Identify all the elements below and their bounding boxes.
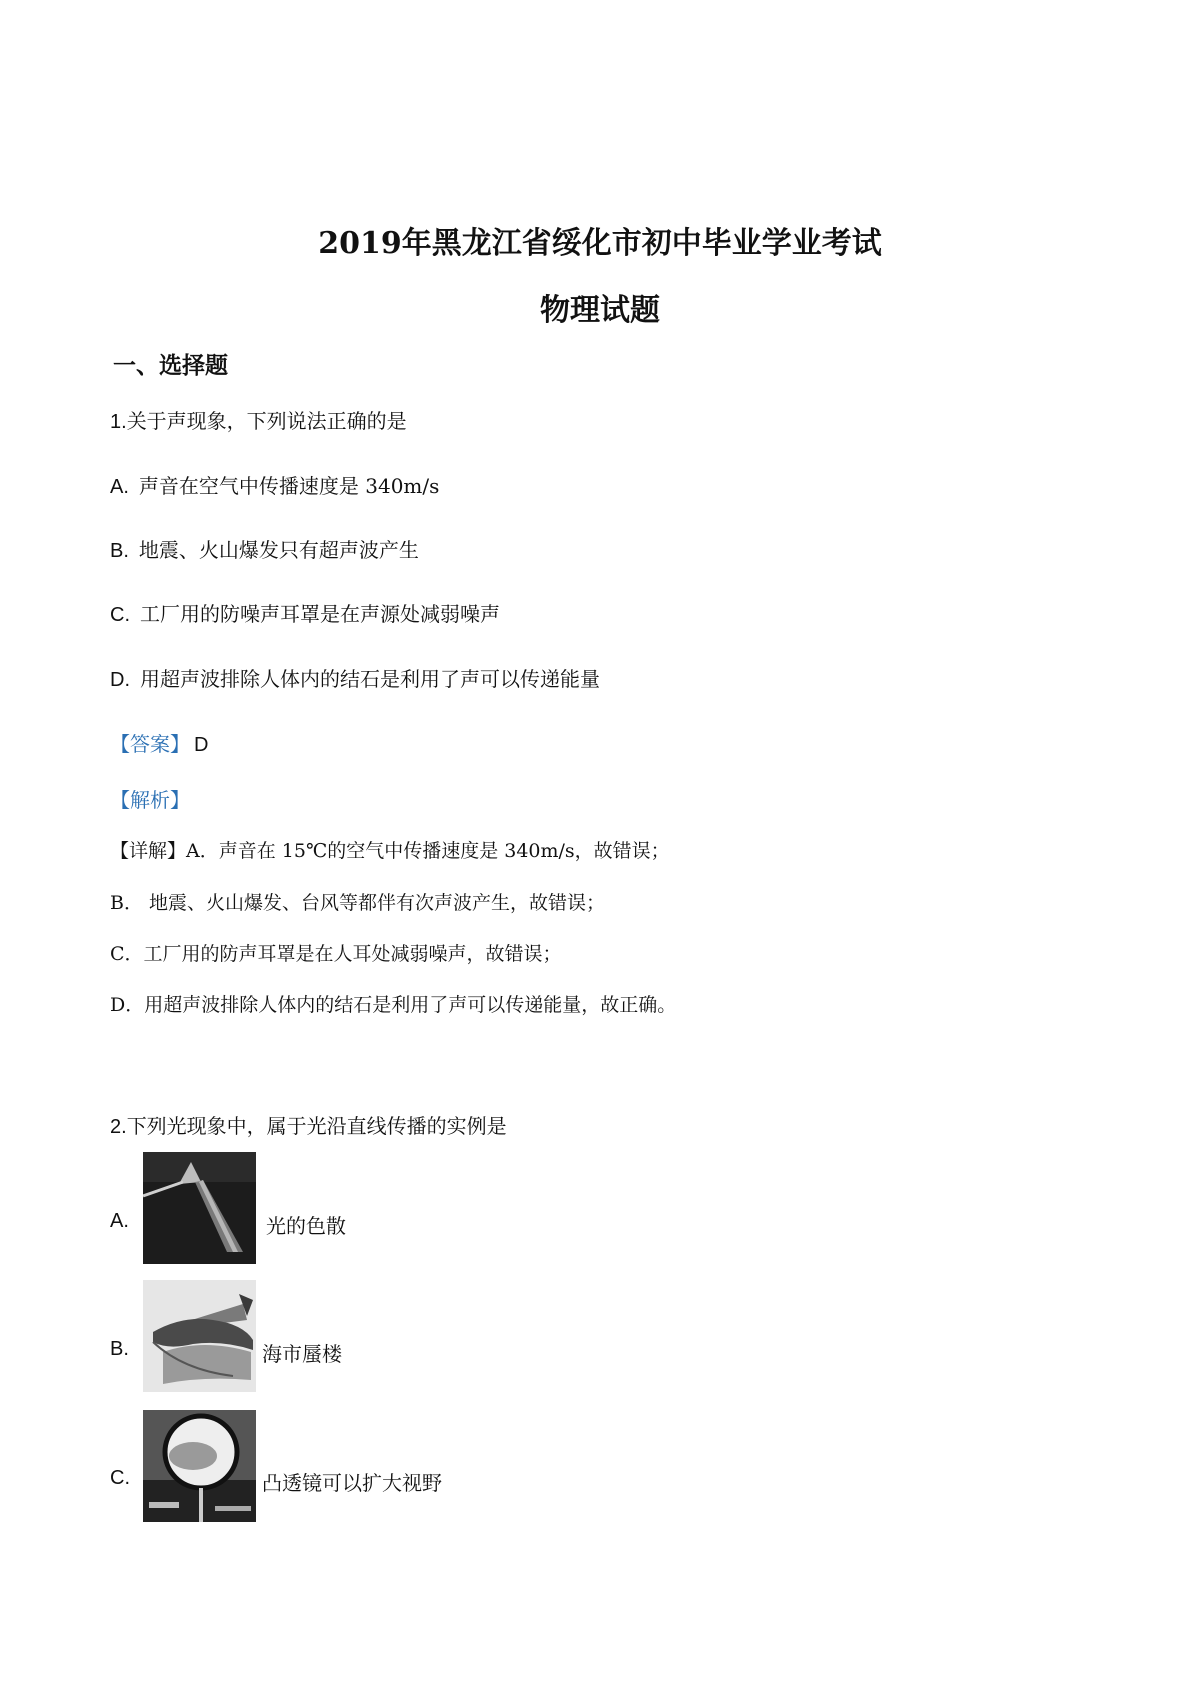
question-text: 关于声现象，下列说法正确的是 bbox=[126, 409, 407, 433]
mirage-photo bbox=[143, 1280, 256, 1392]
q1-detail-line: B． 地震、火山爆发、台风等都伴有次声波产生，故错误； bbox=[110, 892, 606, 914]
q2-option-c-label: C. bbox=[110, 1467, 130, 1489]
q1-detail-line: C．工厂用的防声耳罩是在人耳处减弱噪声，故错误； bbox=[110, 943, 562, 965]
option-text: 用超声波排除人体内的结石是利用了声可以传递能量 bbox=[140, 667, 600, 691]
question-text: 下列光现象中，属于光沿直线传播的实例是 bbox=[126, 1114, 507, 1138]
analysis-tag: 【解析】 bbox=[110, 788, 190, 812]
q1-option-c bbox=[110, 598, 500, 627]
option-label: D. bbox=[110, 669, 130, 691]
q2-option-b-text: 海市蜃楼 bbox=[262, 1342, 342, 1366]
q2-option-c-text: 凸透镜可以扩大视野 bbox=[262, 1471, 442, 1495]
option-label: C. bbox=[110, 604, 130, 626]
q1-answer bbox=[110, 728, 208, 757]
answer-value: D bbox=[194, 734, 209, 756]
q2-option-b-label: B. bbox=[110, 1338, 129, 1360]
q1-detail-line: 【详解】A．声音在 15℃的空气中传播速度是 340m/s，故错误； bbox=[110, 840, 670, 862]
q1-option-a bbox=[110, 470, 439, 499]
convex-mirror-photo bbox=[143, 1410, 256, 1522]
question-number: 1. bbox=[110, 411, 127, 433]
q1-detail-line: D．用超声波排除人体内的结石是利用了声可以传递能量，故正确。 bbox=[110, 994, 677, 1016]
exam-title: 2019年黑龙江省绥化市初中毕业学业考试 bbox=[318, 226, 882, 261]
q1-analysis-tag bbox=[110, 784, 190, 813]
option-text: 声音在空气中传播速度是 340m/s bbox=[138, 474, 440, 498]
answer-tag: 【答案】 bbox=[110, 732, 190, 756]
option-text: 地震、火山爆发只有超声波产生 bbox=[138, 538, 419, 562]
q1-option-b bbox=[110, 534, 419, 563]
q2-option-a-text: 光的色散 bbox=[266, 1214, 346, 1238]
option-label: A. bbox=[110, 476, 129, 498]
section-heading: 一、选择题 bbox=[113, 352, 228, 379]
question-number: 2. bbox=[110, 1116, 127, 1138]
exam-subtitle: 物理试题 bbox=[540, 293, 660, 328]
option-label: B. bbox=[110, 540, 129, 562]
option-text: 工厂用的防噪声耳罩是在声源处减弱噪声 bbox=[140, 602, 500, 626]
q2-option-a-label: A. bbox=[110, 1210, 129, 1232]
dispersion-photo bbox=[143, 1152, 256, 1264]
question-1-stem bbox=[110, 405, 407, 434]
q1-option-d bbox=[110, 663, 600, 692]
question-2-stem bbox=[110, 1110, 507, 1139]
